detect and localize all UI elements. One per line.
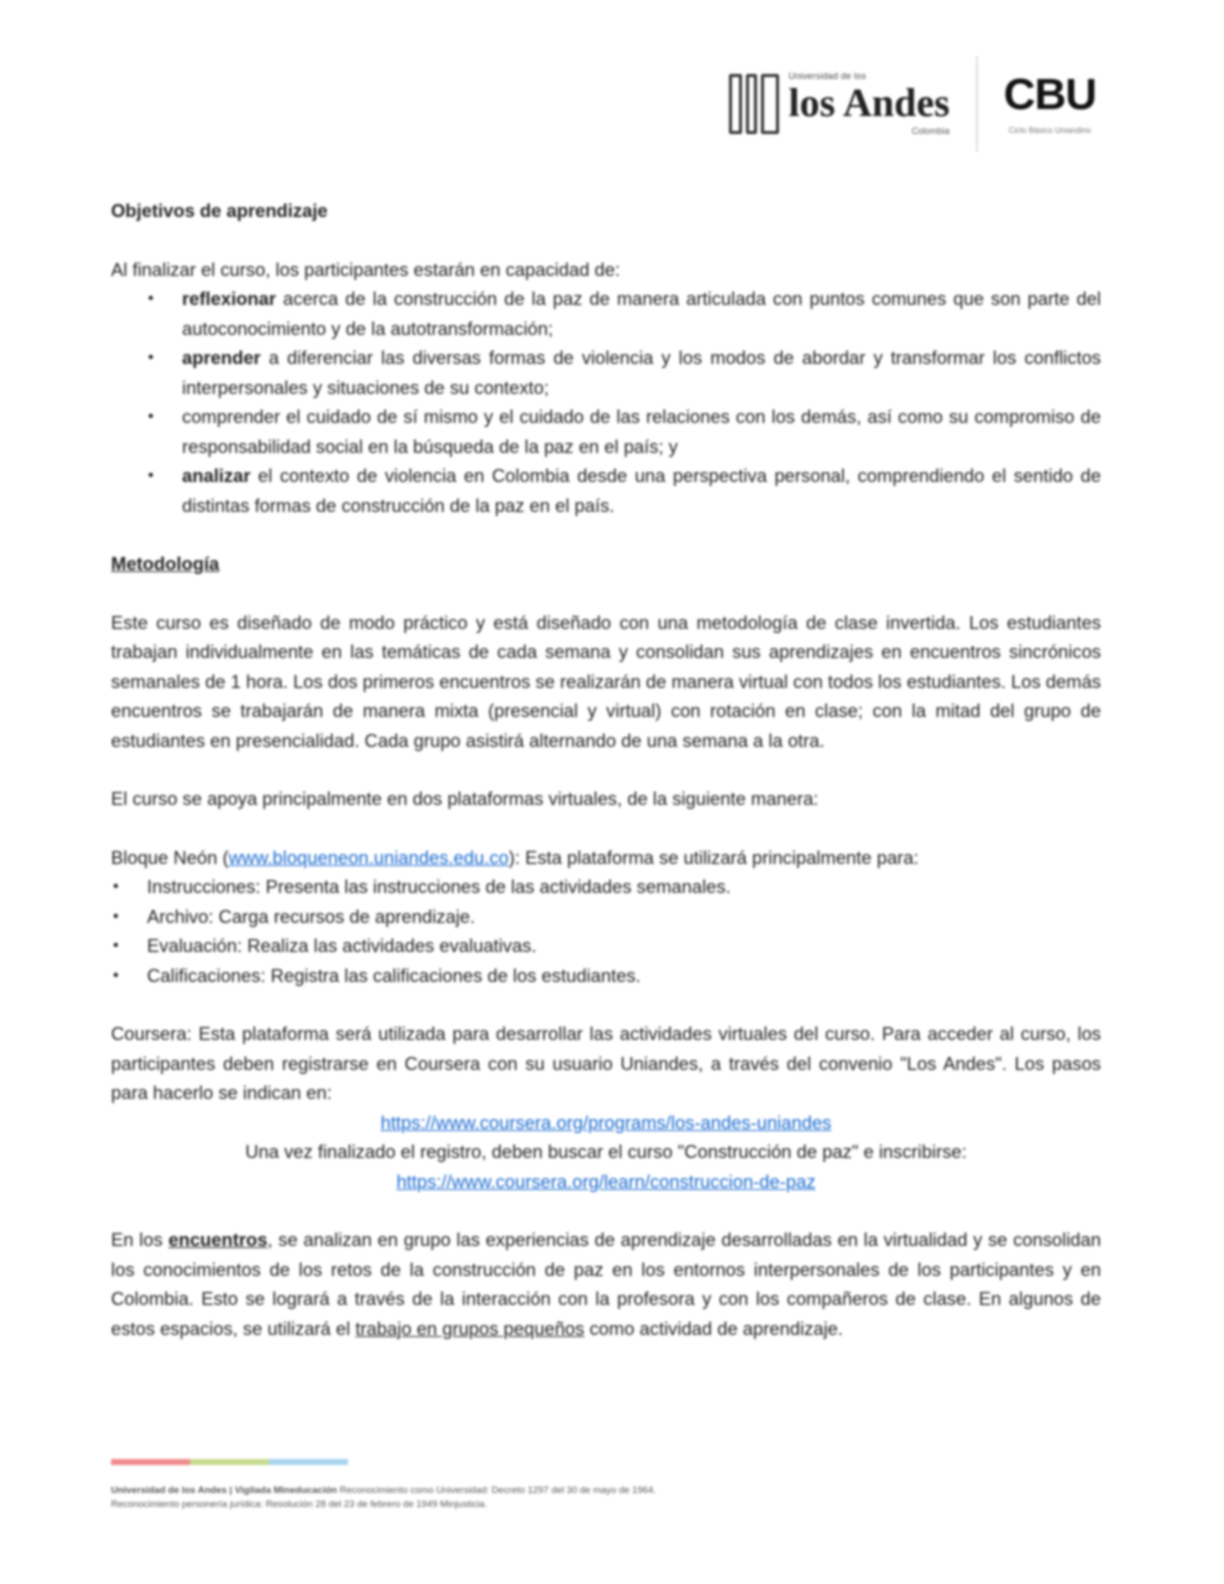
bloque-neon-paragraph: Bloque Neón (www.bloqueneon.uniandes.edu.co): Esta plataforma se utilizará principalmente para:	[111, 846, 919, 868]
methodology-heading: Metodología	[111, 553, 220, 574]
coursera-paragraph: Coursera: Esta plataforma será utilizada para desarrollar las actividades virtuales del curso. Para acceder al curso, los participantes deben registrarse en Coursera con su usuario Uniandes, a través del convenio "Los Andes". Los pasos para hacerlo se indican en:	[111, 1023, 1101, 1103]
platform-use-item: • Archivo: Carga recursos de aprendizaje.	[147, 902, 1101, 932]
footer-institution: Universidad de los Andes | Vigilada Mineducación	[111, 1485, 337, 1496]
university-small-text: Universidad de los	[788, 71, 867, 81]
platform-uses-list	[111, 872, 1101, 990]
footer-line-1: Reconocimiento como Universidad: Decreto 1297 del 30 de mayo de 1964.	[336, 1485, 656, 1496]
methodology-paragraph-2: El curso se apoya principalmente en dos plataformas virtuales, de la siguiente manera:	[111, 788, 819, 809]
objective-item: • analizar el contexto de violencia en Colombia desde una perspectiva personal, comprendiendo el sentido de distintas formas de construcción de la paz en el país.	[182, 461, 1101, 520]
coursera-program-link[interactable]: https://www.coursera.org/programs/los-andes-uniandes	[380, 1111, 832, 1133]
university-country: Colombia	[911, 126, 950, 136]
platform-use-item: • Instrucciones: Presenta las instrucciones de las actividades semanales.	[147, 872, 1101, 902]
objectives-intro: Al finalizar el curso, los participantes estarán en capacidad de:	[111, 258, 621, 280]
objective-item: • comprender el cuidado de sí mismo y el cuidado de las relaciones con los demás, así como su compromiso de responsabilidad social en la búsqueda de la paz en el país; y	[182, 402, 1101, 461]
objective-item: • reflexionar acerca de la construcción de la paz de manera articulada con puntos comunes que son parte del autoconocimiento y de la autotransformación;	[182, 284, 1101, 343]
cbu-name: CBU	[1003, 70, 1096, 119]
footer-color-segment	[111, 1459, 190, 1465]
objectives-list	[111, 284, 1101, 520]
objective-item: • aprender a diferenciar las diversas formas de violencia y los modos de abordar y transformar los conflictos interpersonales y situaciones de su contexto;	[182, 343, 1101, 402]
university-name: los Andes	[788, 80, 950, 125]
logo-divider	[976, 56, 978, 152]
platform-use-item: • Evaluación: Realiza las actividades evaluativas.	[147, 931, 1101, 961]
encuentros-paragraph: En los encuentros, se analizan en grupo las experiencias de aprendizaje desarrolladas en la virtualidad y se consolidan los conocimientos de los retos de la construcción de paz en los entornos interpersonales de los participantes y en Colombia. Esto se logrará a través de la interacción con la profesora y con los compañeros de clase. En algunos de estos espacios, se utilizará el trabajo en grupos pequeños como actividad de aprendizaje.	[111, 1229, 1101, 1339]
university-emblem-icon	[729, 74, 779, 134]
coursera-course-link[interactable]: https://www.coursera.org/learn/construccion-de-paz	[396, 1170, 816, 1192]
university-logo	[729, 72, 950, 136]
footer-color-bar	[111, 1459, 348, 1465]
document-body	[111, 196, 1101, 1343]
cbu-logo	[1003, 70, 1096, 135]
platform-use-item: • Calificaciones: Registra las calificaciones de los estudiantes.	[147, 961, 1101, 991]
footer-line-2: Reconocimiento personería jurídica: Resolución 28 del 23 de febrero de 1949 Minjusticia.	[111, 1499, 487, 1510]
bloque-neon-link[interactable]: www.bloqueneon.uniandes.edu.co	[228, 846, 509, 868]
footer-color-segment	[269, 1459, 348, 1465]
cbu-subtitle: Ciclo Básico Uniandino	[1008, 126, 1091, 135]
footer-color-segment	[190, 1459, 269, 1465]
footer-legal	[111, 1484, 871, 1512]
header-logos	[729, 56, 1097, 152]
coursera-instruction: Una vez finalizado el registro, deben buscar el curso "Construcción de paz" e inscribirse:	[245, 1141, 967, 1162]
methodology-paragraph-1: Este curso es diseñado de modo práctico y está diseñado con una metodología de clase invertida. Los estudiantes trabajan individualmente en las temáticas de cada semana y consolidan sus aprendizajes en encuentros sincrónicos semanales de 1 hora. Los dos primeros encuentros se realizarán de manera virtual con todos los estudiantes. Los demás encuentros se trabajarán de manera mixta (presencial y virtual) con rotación en clase; con la mitad del grupo de estudiantes en presencialidad. Cada grupo asistirá alternando de una semana a la otra.	[111, 611, 1101, 751]
objectives-heading: Objetivos de aprendizaje	[111, 200, 328, 221]
